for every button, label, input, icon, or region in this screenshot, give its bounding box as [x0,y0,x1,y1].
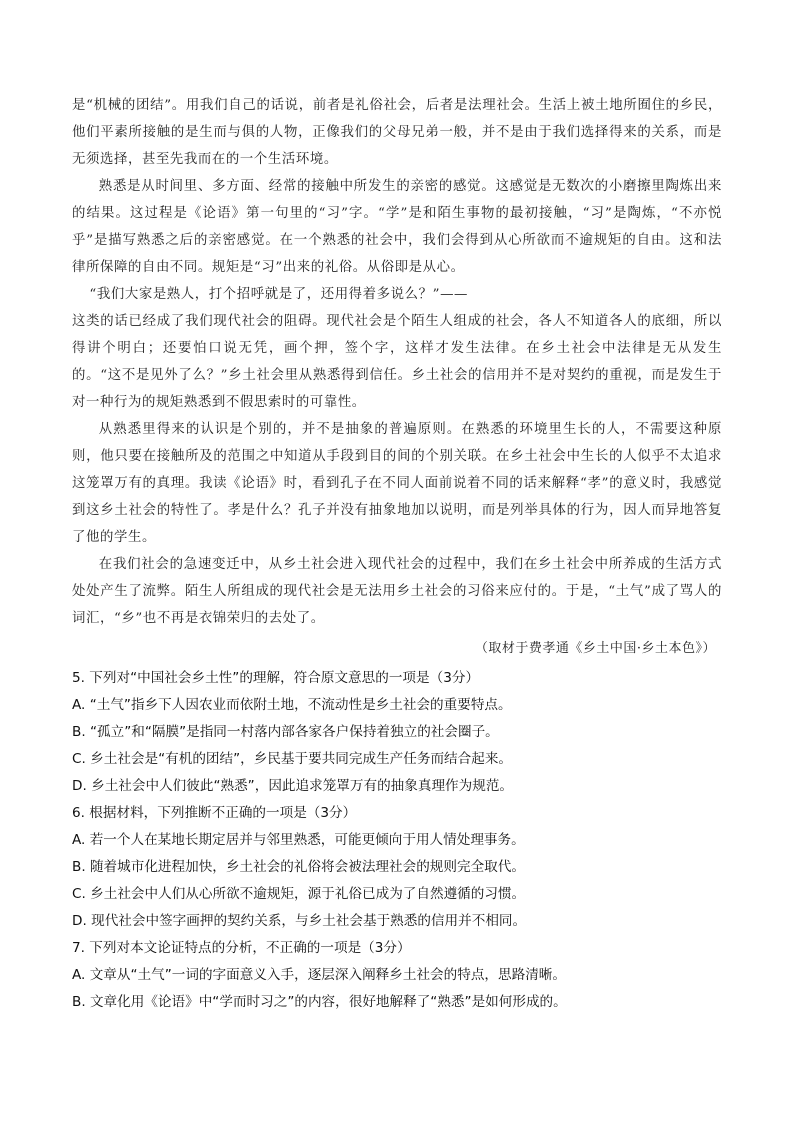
passage-paragraph: 是“机械的团结”。用我们自己的话说，前者是礼俗社会，后者是法理社会。生活上被土地所囿住的乡民，他们平素所接触的是生而与俱的人物，正像我们的父母兄弟一般，并不是由于我们选择得来的关系，而是无须选择，甚至先我而在的一个生活环境。 [72,98,722,167]
passage-paragraph: 从熟悉里得来的认识是个别的，并不是抽象的普遍原则。在熟悉的环境里生长的人，不需要这种原则，他只要在接触所及的范围之中知道从手段到目的间的个别关联。在乡土社会中生长的人似乎不太追求这笼罩万有的真理。我读《论语》时，看到孔子在不同人面前说着不同的话来解释“孝”的意义时，我感觉到这乡土社会的特性了。孝是什么？孔子并没有抽象地加以说明，而是列举具体的行为，因人而异地答复了他的学生。 [72,422,722,545]
option-b: B. 随着城市化进程加快，乡土社会的礼俗将会被法理社会的规则完全取代。 [72,859,525,875]
passage-paragraph: 在我们社会的急速变迁中，从乡土社会进入现代社会的过程中，我们在乡土社会中所养成的生活方式处处产生了流弊。陌生人所组成的现代社会是无法用乡土社会的习俗来应付的。于是，“土气”成了骂人的词汇，“乡”也不再是衣锦荣归的去处了。 [72,557,722,626]
option-b: B. “孤立”和“隔膜”是指同一村落内部各家各户保持着独立的社会圈子。 [72,724,499,740]
question-7 [72,935,732,1016]
question-6 [72,800,732,935]
option-d: D. 现代社会中签字画押的契约关系，与乡土社会基于熟悉的信用并不相同。 [72,913,527,929]
option-a: A. 文章从“土气”一词的字面意义入手，逐层深入阐释乡土社会的特点，思路清晰。 [72,967,566,983]
question-5 [72,665,732,800]
option-d: D. 乡土社会中人们彼此“熟悉”，因此追求笼罩万有的抽象真理作为规范。 [72,778,514,794]
option-a: A. 若一个人在某地长期定居并与邻里熟悉，可能更倾向于用人情处理事务。 [72,832,525,848]
passage-paragraph: 这类的话已经成了我们现代社会的阻碍。现代社会是个陌生人组成的社会，各人不知道各人的底细，所以得讲个明白；还要怕口说无凭，画个押，签个字，这样才发生法律。在乡土社会中法律是无从发生的。“这不是见外了么？”乡土社会里从熟悉得到信任。乡土社会的信用并不是对契约的重视，而是发生于对一种行为的规矩熟悉到不假思索时的可靠性。 [72,314,722,410]
option-b: B. 文章化用《论语》中“学而时习之”的内容，很好地解释了“熟悉”是如何形成的。 [72,994,567,1010]
passage-quote: “我们大家是熟人，打个招呼就是了，还用得着多说么？”—— [89,287,469,302]
question-stem: 7. 下列对本文论证特点的分析，不正确的一项是（3分） [72,940,411,956]
reading-passage [72,92,722,632]
question-list [72,665,732,1016]
passage-source: （取材于费孝通《乡土中国·乡土本色》） [474,641,716,656]
passage-paragraph: 熟悉是从时间里、多方面、经常的接触中所发生的亲密的感觉。这感觉是无数次的小磨擦里陶炼出来的结果。这过程是《论语》第一句里的“习”字。“学”是和陌生事物的最初接触，“习”是陶炼，“不亦悦乎”是描写熟悉之后的亲密感觉。在一个熟悉的社会中，我们会得到从心所欲而不逾规矩的自由。这和法律所保障的自由不同。规矩是“习”出来的礼俗。从俗即是从心。 [72,179,722,275]
option-c: C. 乡土社会是“有机的团结”，乡民基于要共同完成生产任务而结合起来。 [72,751,513,767]
option-a: A. “土气”指乡下人因农业而依附土地，不流动性是乡土社会的重要特点。 [72,697,512,713]
option-c: C. 乡土社会中人们从心所欲不逾规矩，源于礼俗已成为了自然遵循的习惯。 [72,886,526,902]
question-stem: 5. 下列对“中国社会乡土性”的理解，符合原文意思的一项是（3分） [72,670,480,686]
question-stem: 6. 根据材料，下列推断不正确的一项是（3分） [72,805,357,821]
